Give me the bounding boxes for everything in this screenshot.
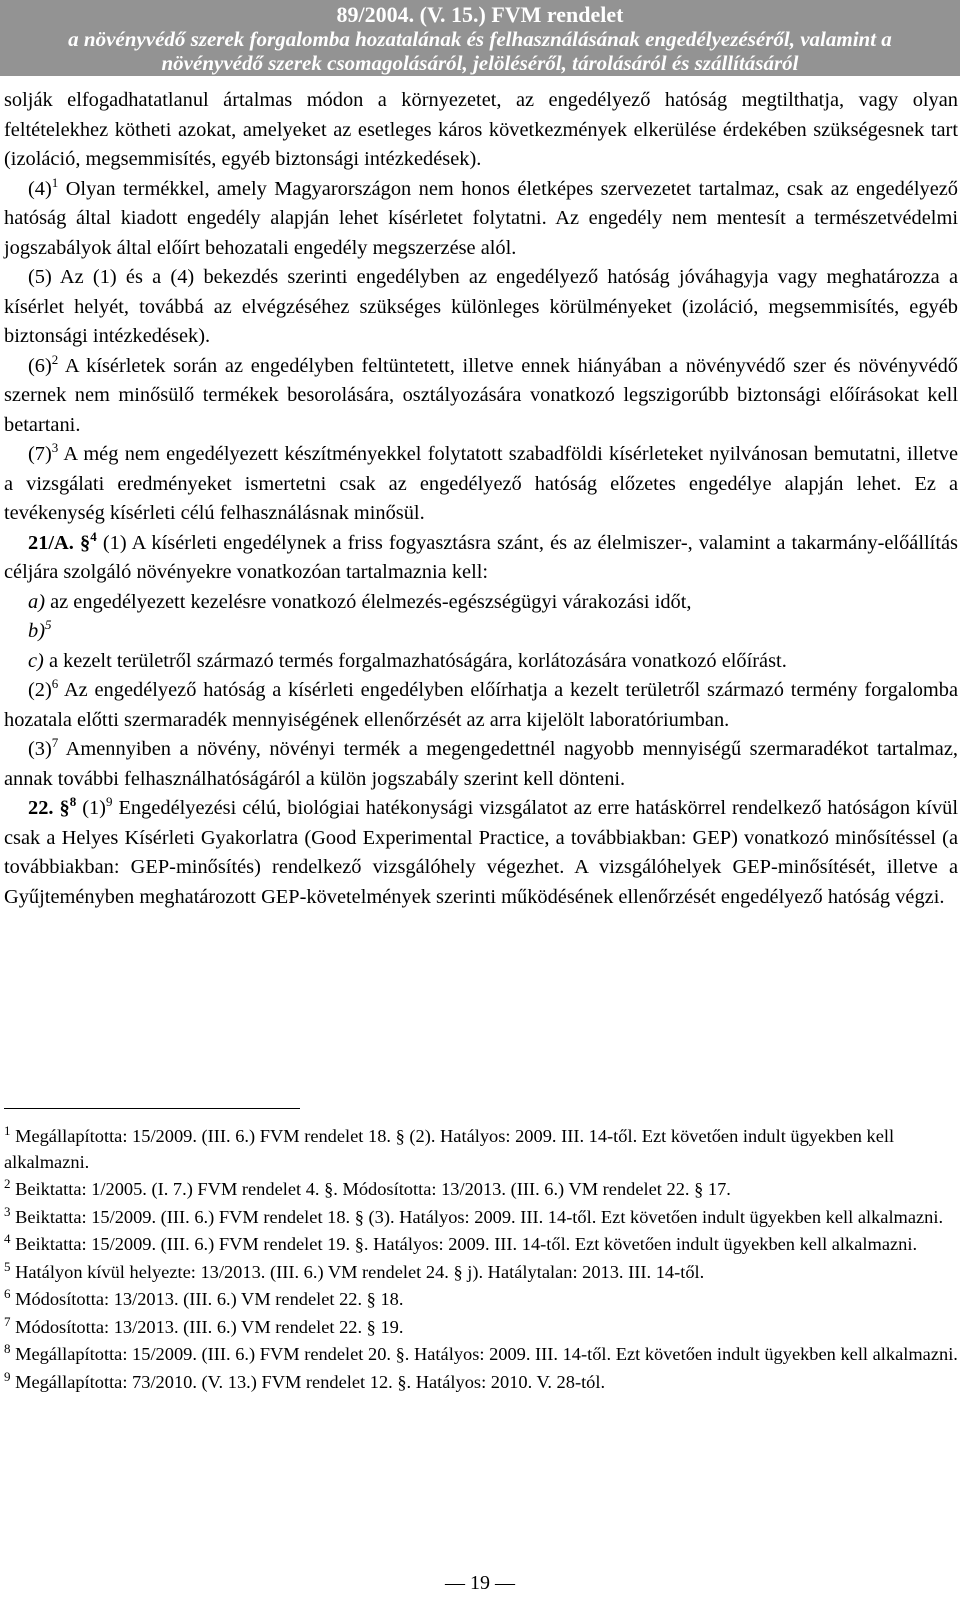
footnote — [4, 1287, 958, 1313]
footnote-text: Beiktatta: 15/2009. (III. 6.) FVM rendelet 19. §. Hatályos: 2009. III. 14-től. Ezt követően indult ügyekben kell alkalmazni. — [10, 1234, 918, 1254]
paragraph-4 — [4, 175, 958, 264]
footnote-ref: 3 — [51, 440, 59, 456]
footnote — [4, 1124, 958, 1175]
paragraph-number: (4) — [28, 177, 52, 200]
footnote-text: Megállapította: 15/2009. (III. 6.) FVM rendelet 20. §. Hatályos: 2009. III. 14-től. Ezt követően indult ügyekben kell alkalmazni. — [10, 1344, 958, 1364]
paragraph-5: (5) Az (1) és a (4) bekezdés szerinti engedélyben az engedélyező hatóság jóváhagyja vagy meghatározza a kísérlet helyét, továbbá az elvégzéséhez szükséges különleges körülményeket (izoláció, megsemmisítés, egyéb biztonsági intézkedések). — [4, 266, 958, 347]
section-number: 21/A. — [28, 531, 74, 554]
footnote-text: Megállapította: 73/2010. (V. 13.) FVM rendelet 12. §. Hatályos: 2010. V. 28-tól. — [10, 1371, 606, 1392]
footnote — [4, 1177, 958, 1203]
list-item-b — [4, 617, 958, 647]
footnote — [4, 1342, 958, 1368]
footnote-ref: 2 — [51, 351, 59, 367]
footnotes — [4, 1124, 958, 1397]
header-subtitle-line-1: a növényvédő szerek forgalomba hozatalának és felhasználásának engedélyezéséről, valamint a — [68, 27, 892, 51]
list-text: a kezelt területről származó termés forgalmazhatóságára, korlátozására vonatkozó előírást. — [43, 649, 787, 672]
footnote-ref: 6 — [51, 676, 59, 692]
footnote-separator — [4, 1108, 300, 1109]
paragraph-6 — [4, 352, 958, 441]
footnote-ref: 1 — [51, 174, 59, 190]
paragraph-text: A még nem engedélyezett készítményekkel folytatott szabadföldi kísérleteket nyilvánosan bemutatni, illetve a vizsgálati eredményeket ismertetni csak az engedélyező hatóság előzetes engedélye alapján lehet. Ez a tevékenység kísérleti célú felhasználásnak minősül. — [4, 443, 958, 524]
paragraph-text: Olyan termékkel, amely Magyarországon nem honos életképes szervezetet tartalmaz, csak az engedélyező hatóság által kiadott engedély alapján lehet kísérletet folytatni. Az engedély nem mentesít a természetvédelmi jogszabályok által előírt behozatali engedély megszerzése alól. — [4, 177, 958, 259]
footnote-text: Beiktatta: 1/2005. (I. 7.) FVM rendelet 4. §. Módosította: 13/2013. (III. 6.) VM rendelet 22. § 17. — [10, 1179, 731, 1199]
document-body — [4, 86, 958, 912]
paragraph-21a-2 — [4, 676, 958, 735]
section-21a — [4, 529, 958, 588]
list-label: c) — [28, 649, 44, 672]
footnote-text: Beiktatta: 15/2009. (III. 6.) FVM rendelet 18. § (3). Hatályos: 2009. III. 14-től. Ezt követően indult ügyekben kell alkalmazni. — [10, 1206, 944, 1227]
section-text: Engedélyezési célú, biológiai hatékonysági vizsgálatot az erre hatáskörrel rendelkező hatóságon kívül csak a Helyes Kísérleti Gyakorlatra (Good Experimental Practice, a továbbiakban: GEP) vonatkozó minősítéssel (a továbbiakban: GEP-minősítés) rendelkező vizsgálóhely végezhet. A vizsgálóhelyek GEP-minősítését, illetve a Gyűjteményben meghatározott GEP-követelmények szerinti működésének ellenőrzését engedélyező hatóság végzi. — [4, 797, 959, 908]
list-text: az engedélyezett kezelésre vonatkozó élelmezés-egészségügyi várakozási időt, — [45, 590, 692, 613]
footnote — [4, 1232, 958, 1258]
footnote — [4, 1370, 958, 1396]
footnote-number: 7 — [4, 1313, 11, 1329]
footnote-text: Megállapította: 15/2009. (III. 6.) FVM rendelet 18. § (2). Hatályos: 2009. III. 14-től. Ezt követően indult ügyekben kell alkalmazni. — [4, 1126, 895, 1172]
paragraph-number: (3) — [28, 738, 52, 760]
footnote-number: 9 — [4, 1368, 11, 1384]
list-item-a — [4, 588, 958, 618]
section-number: 22. — [28, 797, 54, 819]
paragraph-number: (1) — [76, 797, 106, 819]
paragraph-continuation: solják elfogadhatatlanul ártalmas módon a környezetet, az engedélyező hatóság megtilthatja, vagy olyan feltételekhez kötheti azokat, amelyeket az esetleges káros következmények elkerülése érdekében szükségesnek tart (izoláció, megsemmisítés, egyéb biztonsági intézkedések). — [4, 89, 958, 170]
footnote-ref: 7 — [51, 735, 59, 751]
section-text: (1) A kísérleti engedélynek a friss fogyasztásra szánt, és az élelmiszer-, valamint a takarmány-előállítás céljára szolgáló növényekre vonatkozóan tartalmaznia kell: — [4, 531, 958, 583]
footnote-text: Módosította: 13/2013. (III. 6.) VM rendelet 22. § 19. — [10, 1316, 404, 1337]
paragraph-text: Az engedélyező hatóság a kísérleti engedélyben előírhatja a kezelt területről származó termény forgalomba hozatala előtti szermaradék mennyiségének ellenőrzését az arra kijelölt laboratóriumban. — [4, 679, 958, 731]
paragraph-text: A kísérletek során az engedélyben feltüntetett, illetve ennek hiányában a növényvédő szer és növényvédő szernek nem minősülő termékek besorolására, osztályozására vonatkozó legszigorúbb biztonsági előírásokat kell betartani. — [4, 354, 958, 436]
paragraph-number: (2) — [28, 679, 52, 701]
footnote — [4, 1315, 958, 1341]
footnote-number: 5 — [4, 1258, 11, 1274]
paragraph-number: (6) — [28, 354, 52, 377]
footnote-number: 1 — [4, 1122, 11, 1138]
footnote-number: 3 — [4, 1203, 11, 1219]
paragraph-21a-3 — [4, 735, 958, 794]
footnote-ref: 4 — [90, 528, 97, 544]
paragraph-number: (7) — [28, 443, 52, 465]
list-label: b) — [28, 620, 45, 642]
footnote — [4, 1205, 958, 1231]
section-symbol: § — [59, 797, 70, 819]
list-item-c — [4, 647, 958, 677]
section-22 — [4, 794, 958, 912]
header-title: 89/2004. (V. 15.) FVM rendelet — [336, 2, 624, 27]
footnote-number: 4 — [4, 1230, 11, 1246]
footnote-ref: 5 — [45, 617, 52, 633]
page-header — [0, 0, 960, 76]
footnote-ref: 9 — [105, 794, 113, 810]
page-number: — 19 — — [445, 1572, 515, 1594]
section-symbol: § — [80, 531, 91, 554]
footnote — [4, 1260, 958, 1286]
footnote-number: 2 — [4, 1175, 11, 1191]
footnote-text: Módosította: 13/2013. (III. 6.) VM rendelet 22. § 18. — [10, 1289, 404, 1309]
footnote-number: 8 — [4, 1340, 11, 1356]
paragraph-text: Amennyiben a növény, növényi termék a megengedettnél nagyobb mennyiségű szermaradékot tartalmaz, annak további felhasználhatóságáról a külön jogszabály szerint kell dönteni. — [4, 738, 958, 790]
header-subtitle-line-2: növényvédő szerek csomagolásáról, jelöléséről, tárolásáról és szállításáról — [161, 51, 799, 75]
footnote-ref: 8 — [69, 794, 77, 810]
list-label: a) — [28, 590, 45, 613]
footnote-number: 6 — [4, 1285, 11, 1301]
footnote-text: Hatályon kívül helyezte: 13/2013. (III. 6.) VM rendelet 24. § j). Hatálytalan: 2013. III. 14-től. — [10, 1261, 705, 1282]
paragraph-7 — [4, 440, 958, 529]
